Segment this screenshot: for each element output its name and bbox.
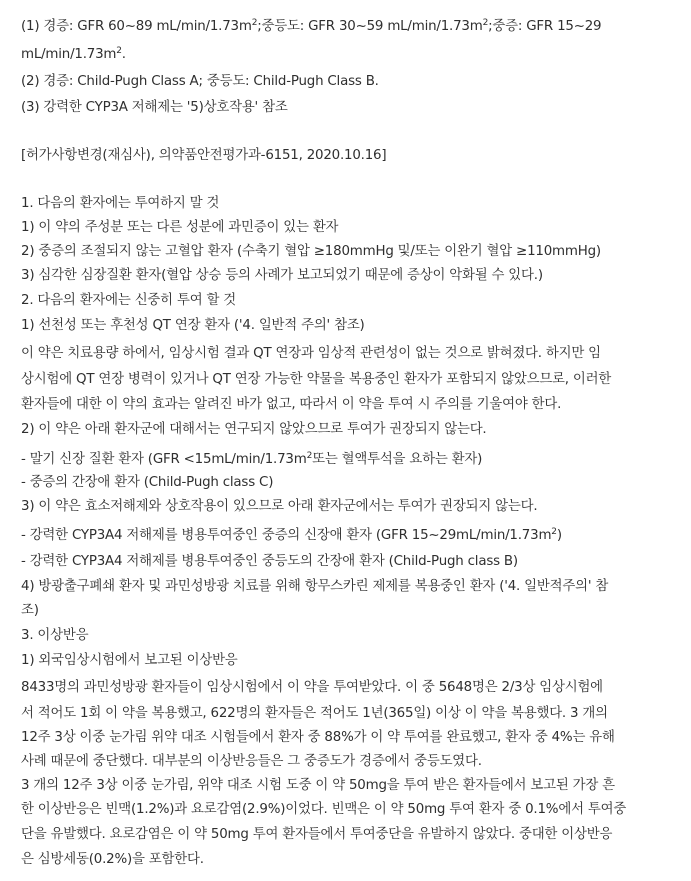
- body-line: 조): [21, 603, 39, 618]
- body-line: 단을 유발했다. 요로감염은 이 약 50mg 투여 환자들에서 투여중단을 유발하지 않았다. 중대한 이상반응: [21, 827, 613, 842]
- body-line: 1) 외국임상시험에서 보고된 이상반응: [21, 653, 238, 668]
- body-line: - 강력한 CYP3A4 저해제를 병용투여중인 중등도의 간장애 환자 (Child-Pugh class B): [21, 554, 518, 569]
- body-line-part: 또는 혈액투석을 요하는 환자): [312, 452, 483, 467]
- footnote-1-line-2: [21, 46, 681, 64]
- footnote-1-severe-text: ;중증: GFR 15~29: [488, 19, 602, 34]
- body-line: [21, 451, 681, 469]
- body-line-part: ): [556, 528, 562, 543]
- revision-note: [허가사항변경(재심사), 의약품안전평가과-6151, 2020.10.16]: [21, 148, 387, 163]
- body-line-part: - 말기 신장 질환 환자 (GFR <15mL/min/1.73m: [21, 452, 307, 467]
- body-line: 환자들에 대한 이 약의 효과는 알려진 바가 없고, 따라서 이 약을 투여 시 주의를 기울여야 한다.: [21, 397, 562, 412]
- footnote-3: (3) 강력한 CYP3A 저해제는 '5)상호작용' 참조: [21, 100, 288, 115]
- body-line-part: - 강력한 CYP3A4 저해제를 병용투여중인 중증의 신장애 환자 (GFR 15~29mL/min/1.73m: [21, 528, 552, 543]
- superscript-2: 2: [482, 18, 489, 28]
- body-line: 이 약은 치료용량 하에서, 임상시험 결과 QT 연장과 임상적 관련성이 없는 것으로 밝혀졌다. 하지만 임: [21, 346, 601, 361]
- superscript-2: 2: [551, 527, 557, 537]
- body-line: [21, 527, 681, 545]
- body-line: 서 적어도 1회 이 약을 복용했고, 622명의 환자들은 적어도 1년(365일) 이상 이 약을 복용했다. 3 개의: [21, 706, 608, 721]
- body-line: 한 이상반응은 빈맥(1.2%)과 요로감염(2.9%)이었다. 빈맥은 이 약 50mg 투여 환자 중 0.1%에서 투여중: [21, 802, 627, 817]
- superscript-2: 2: [306, 451, 313, 461]
- body-line: 4) 방광출구폐쇄 환자 및 과민성방광 치료를 위해 항무스카린 제제를 복용중인 환자 ('4. 일반적주의' 참: [21, 579, 609, 594]
- section-heading-adverse-reactions: 3. 이상반응: [21, 628, 89, 643]
- body-line: 3) 심각한 심장질환 환자(혈압 상승 등의 사례가 보고되었기 때문에 증상이 악화될 수 있다.): [21, 268, 543, 283]
- body-line: 8433명의 과민성방광 환자들이 임상시험에서 이 약을 투여받았다. 이 중 5648명은 2/3상 임상시험에: [21, 680, 603, 695]
- body-line: 은 심방세동(0.2%)을 포함한다.: [21, 852, 204, 867]
- body-line: 12주 3상 이중 눈가림 위약 대조 시험들에서 환자 중 88%가 이 약 투여를 완료했고, 환자 중 4%는 유해: [21, 730, 615, 745]
- footnote-1-mild-text: (1) 경증: GFR 60~89 mL/min/1.73m: [21, 19, 252, 34]
- footnote-1-period: .: [121, 47, 126, 62]
- body-line: 2) 중증의 조절되지 않는 고혈압 환자 (수축기 혈압 ≥180mmHg 및/또는 이완기 혈압 ≥110mmHg): [21, 244, 601, 259]
- body-line: 3) 이 약은 효소저해제와 상호작용이 있으므로 아래 환자군에서는 투여가 권장되지 않는다.: [21, 499, 538, 514]
- footnote-2: (2) 경증: Child-Pugh Class A; 중등도: Child-Pugh Class B.: [21, 74, 379, 89]
- body-line: 1) 이 약의 주성분 또는 다른 성분에 과민증이 있는 환자: [21, 220, 339, 235]
- footnote-1-unit-text: mL/min/1.73m: [21, 47, 117, 62]
- body-line: 사례 때문에 중단했다. 대부분의 이상반응들은 그 중증도가 경증에서 중등도였다.: [21, 754, 482, 769]
- body-line: 1) 선천성 또는 후천성 QT 연장 환자 ('4. 일반적 주의' 참조): [21, 318, 365, 333]
- body-line: - 중증의 간장애 환자 (Child-Pugh class C): [21, 475, 274, 490]
- body-line: 2) 이 약은 아래 환자군에 대해서는 연구되지 않았으므로 투여가 권장되지 않는다.: [21, 422, 487, 437]
- body-line: 상시험에 QT 연장 병력이 있거나 QT 연장 가능한 약물을 복용중인 환자가 포함되지 않았으므로, 이러한: [21, 372, 612, 387]
- superscript-2: 2: [116, 46, 122, 56]
- footnote-1-moderate-text: ;중등도: GFR 30~59 mL/min/1.73m: [257, 19, 483, 34]
- body-line: 3 개의 12주 3상 이중 눈가림, 위약 대조 시험 도중 이 약 50mg을 투여 받은 환자들에서 보고된 가장 흔: [21, 778, 615, 793]
- superscript-2: 2: [251, 18, 258, 28]
- section-heading-caution: 2. 다음의 환자에는 신중히 투여 할 것: [21, 293, 237, 308]
- footnote-1-line-1: [21, 18, 681, 36]
- section-heading-contraindications: 1. 다음의 환자에는 투여하지 말 것: [21, 196, 220, 211]
